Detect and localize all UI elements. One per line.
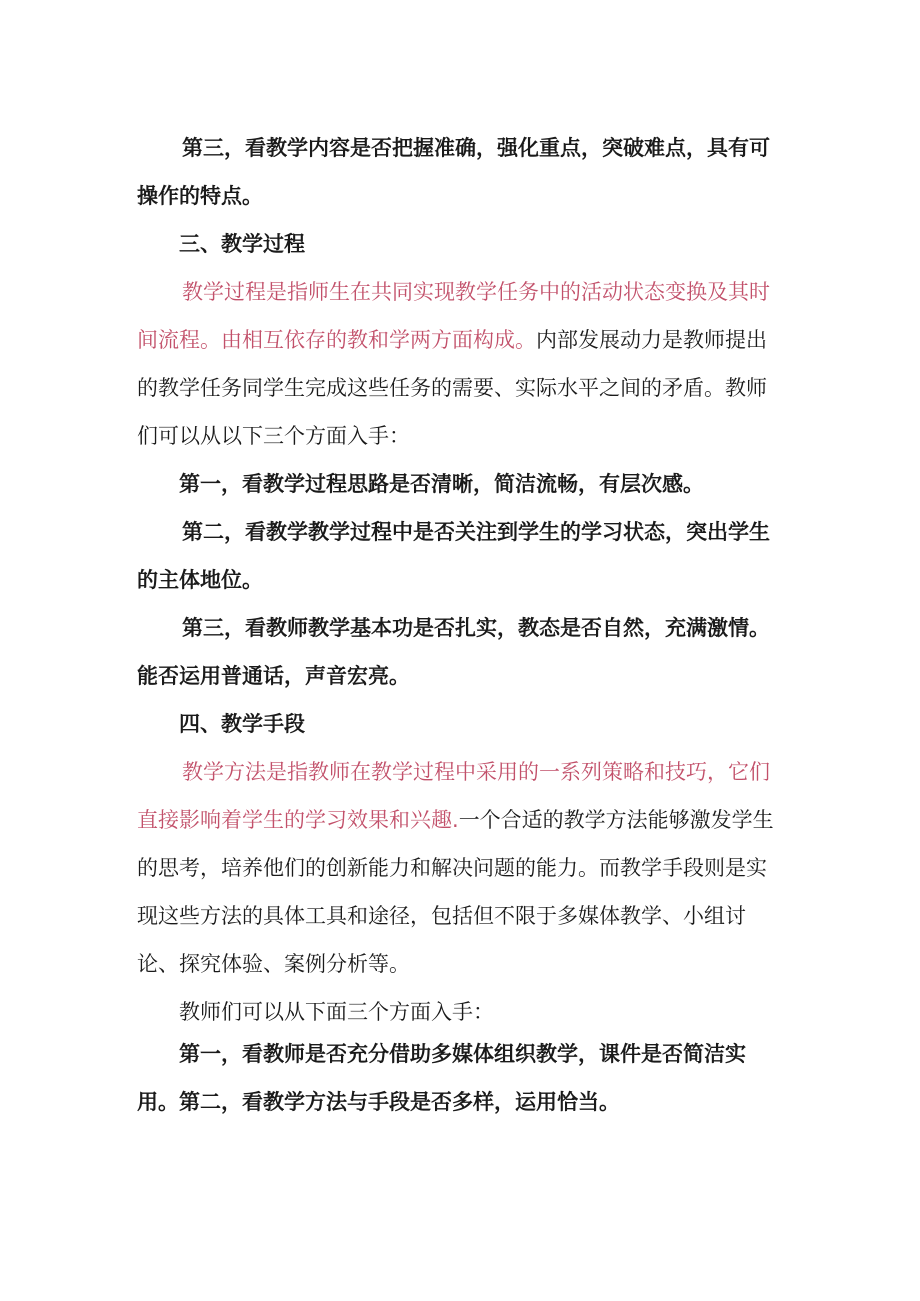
paragraph-text: 第二，看教学方法与手段是否多样，运用恰当。 <box>179 1090 620 1114</box>
paragraph-first-process <box>137 460 787 508</box>
paragraph-text: 第三，看教学内容是否把握准确，强化重点，突破难点，具有可操作的特点。 <box>137 136 770 208</box>
highlighted-text: 教学过程是指师生在共同实现教学任务中的活动状态变换及其时间流程。由相互依存的教和学两方面构成。 <box>137 280 770 352</box>
paragraph-text: 第一，看教师是否充分借助多媒体组织教学，课件是否简洁实用。 <box>137 1042 746 1114</box>
paragraph-text: 内部发展动力是教师提出的教学任务同学生完成这些任务的需要、实际水平之间的矛盾。教师们可以从以下三个方面入手： <box>137 328 767 448</box>
highlighted-text: 教学方法是指教师在教学过程中采用的一系列策略和技巧，它们直接影响着学生的学习效果和兴趣. <box>137 760 770 832</box>
paragraph-teaching-method-definition <box>137 748 787 988</box>
paragraph-second-means <box>137 1078 787 1126</box>
paragraph-text: 一个合适的教学方法能够激发学生的思考，培养他们的创新能力和解决问题的能力。而教学手段则是实现这些方法的具体工具和途径，包括但不限于多媒体教学、小组讨论、探究体验、案例分析等。 <box>137 808 774 976</box>
heading-teaching-means <box>137 700 787 748</box>
paragraph-teaching-process-definition <box>137 268 787 460</box>
heading-text: 三、教学过程 <box>179 232 305 256</box>
paragraph-three-aspects <box>137 988 787 1036</box>
heading-text: 四、教学手段 <box>179 712 305 736</box>
paragraph-second-process <box>137 508 787 604</box>
paragraph-text: 第三，看教师教学基本功是否扎实，教态是否自然，充满激情。能否运用普通话，声音宏亮。 <box>137 616 770 688</box>
paragraph-text: 第二，看教学教学过程中是否关注到学生的学习状态，突出学生的主体地位。 <box>137 520 770 592</box>
paragraph-text: 第一，看教学过程思路是否清晰，简洁流畅，有层次感。 <box>179 472 704 496</box>
paragraph-third-process <box>137 604 787 700</box>
heading-teaching-process <box>137 220 787 268</box>
paragraph-text: 教师们可以从下面三个方面入手： <box>179 1000 494 1024</box>
paragraph-third-content <box>137 124 787 220</box>
